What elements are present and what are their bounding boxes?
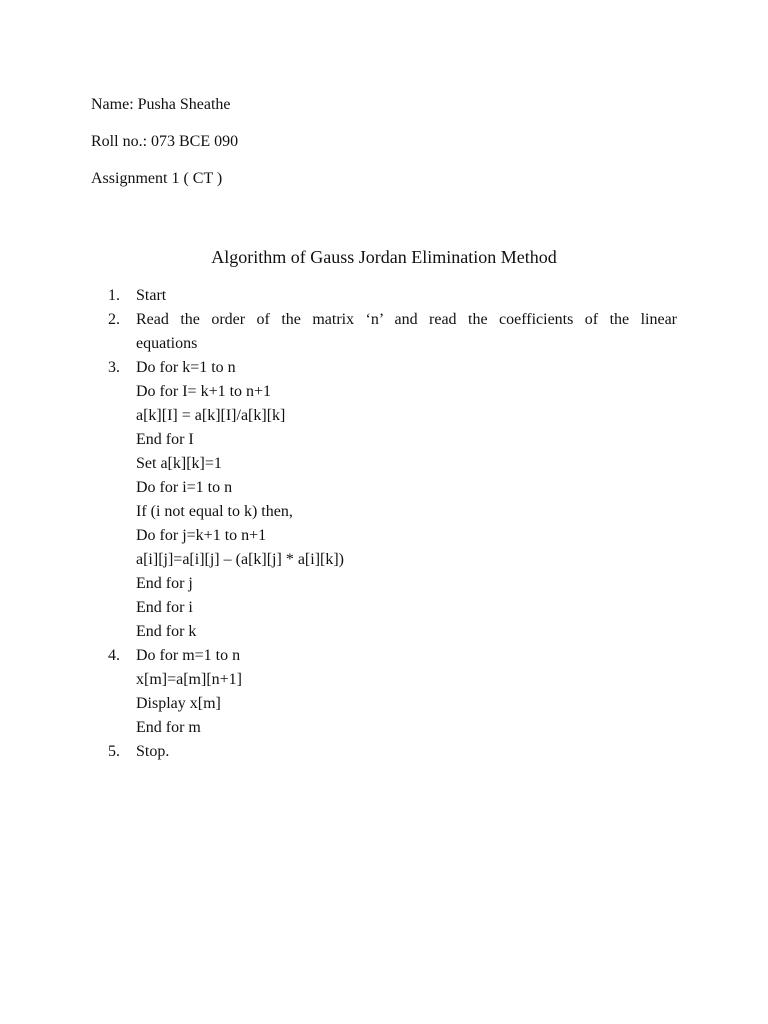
- step-text: Start: [136, 287, 167, 304]
- step-number: 1.: [108, 287, 120, 304]
- step-number: 4.: [108, 647, 120, 664]
- step-5: [108, 742, 677, 762]
- step-text-line: Do for k=1 to n: [136, 359, 236, 376]
- step-3-line: Set a[k][k]=1: [136, 455, 222, 472]
- step-3-line: End for i: [136, 599, 193, 616]
- step-3-line: End for I: [136, 431, 194, 448]
- step-3-line: Do for j=k+1 to n+1: [136, 527, 267, 544]
- page-title: Algorithm of Gauss Jordan Elimination Method: [211, 247, 557, 267]
- step-3-line: If (i not equal to k) then,: [136, 503, 293, 520]
- step-number: 5.: [108, 743, 120, 760]
- assignment-label: Assignment 1 ( CT ): [91, 170, 223, 187]
- step-3-line: a[k][I] = a[k][I]/a[k][k]: [136, 407, 286, 424]
- step-text-line: Do for m=1 to n: [136, 647, 241, 664]
- step-3-line: a[i][j]=a[i][j] – (a[k][j] * a[i][k]): [136, 551, 345, 568]
- step-3-line: End for k: [136, 623, 197, 640]
- step-text: Stop.: [136, 743, 170, 760]
- step-text-line: Read the order of the matrix ‘n’ and read the coefficients of the linear: [136, 311, 677, 328]
- step-2: [108, 310, 677, 330]
- step-3-line: Do for I= k+1 to n+1: [136, 383, 272, 400]
- step-4-line: Display x[m]: [136, 695, 221, 712]
- step-3: [108, 358, 677, 378]
- step-number: 2.: [108, 311, 120, 328]
- step-4: [108, 646, 677, 666]
- step-3-line: End for j: [136, 575, 193, 592]
- step-2-continuation: [136, 334, 677, 354]
- step-1: [108, 286, 677, 306]
- step-4-line: End for m: [136, 719, 201, 736]
- step-number: 3.: [108, 359, 120, 376]
- step-text-line: equations: [136, 335, 198, 352]
- roll-number: Roll no.: 073 BCE 090: [91, 133, 239, 150]
- step-3-line: Do for i=1 to n: [136, 479, 233, 496]
- student-name: Name: Pusha Sheathe: [91, 96, 231, 113]
- step-4-line: x[m]=a[m][n+1]: [136, 671, 243, 688]
